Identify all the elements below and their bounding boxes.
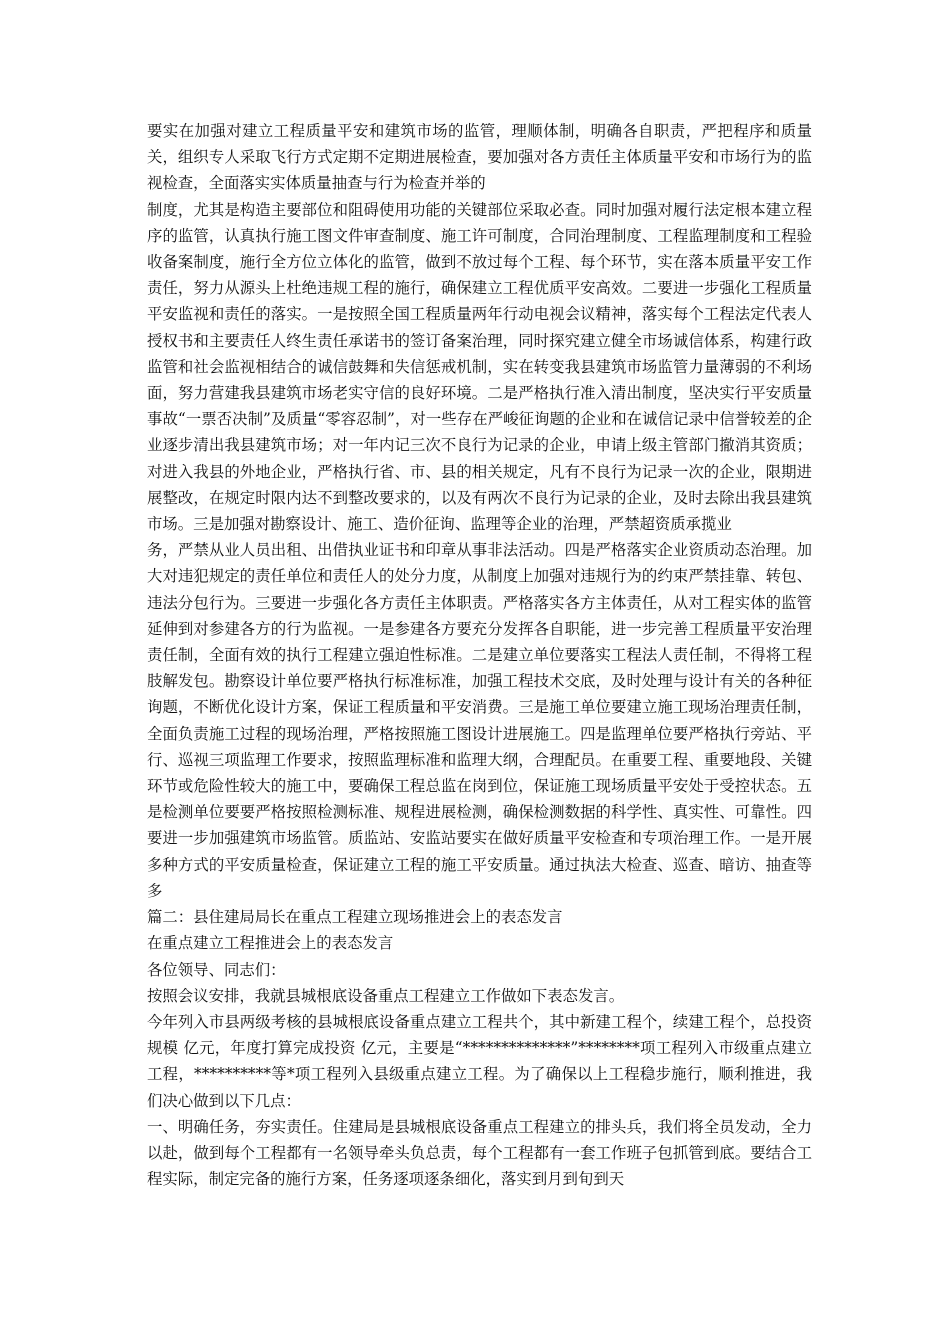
speech-title: 在重点建立工程推进会上的表态发言 bbox=[147, 934, 394, 953]
paragraph-3: 务，严禁从业人员出租、出借执业证书和印章从事非法活动。四是严格落实企业资质动态治理。加大对违犯规定的责任单位和责任人的处分力度，从制度上加强对违规行为的约束严禁挂靠、转包、违法分包行为。三要进一步强化各方责任主体职责。严格落实各方主体责任，从对工程实体的监管延伸到对参建各方的行为监视。一是参建各方要充分发挥各自职能，进一步完善工程质量平安治理责任制，全面有效的执行工程建立强迫性标准。二是建立单位要落实工程法人责任制，不得将工程肢解发包。勘察设计单位要严格执行标准标准，加强工程技术交底，及时处理与设计有关的各种征询题，不断优化设计方案，保证工程质量和平安消费。三是施工单位要建立施工现场治理责任制，全面负责施工过程的现场治理，严格按照施工图设计进展施工。四是监理单位要严格执行旁站、平行、巡视三项监理工作要求，按照监理标准和监理大纲，合理配员。在重要工程、重要地段、关键环节或危险性较大的施工中，要确保工程总监在岗到位，保证施工现场质量平安处于受控状态。五是检测单位要要严格按照检测标准、规程进展检测，确保检测数据的科学性、真实性、可靠性。四要进一步加强建筑市场监管。质监站、安监站要实在做好质量平安检查和专项治理工作。一是开展多种方式的平安质量检查，保证建立工程的施工平安质量。通过执法大检查、巡查、暗访、抽查等多 bbox=[147, 541, 812, 900]
section-heading: 篇二：县住建局局长在重点工程建立现场推进会上的表态发言 bbox=[147, 908, 563, 927]
paragraph-projects: 今年列入市县两级考核的县城根底设备重点建立工程共个，其中新建工程个，续建工程个，总投资规模 亿元，年度打算完成投资 亿元，主要是“**************”********项工程列入市级重点建立工程，**********等*项工程列入县级重点建立工程。为了确保以上工程稳步施行，顺利推进，我们决心做到以下几点： bbox=[147, 1012, 812, 1110]
document-body bbox=[147, 118, 812, 1192]
paragraph-2: 制度，尤其是构造主要部位和阻碍使用功能的关键部位采取必查。同时加强对履行法定根本建立程序的监管，认真执行施工图文件审查制度、施工许可制度，合同治理制度、工程监理制度和工程验收备案制度，施行全方位立体化的监管，做到不放过每个工程、每个环节，实在落本质量平安工作责任，努力从源头上杜绝违规工程的施行，确保建立工程优质平安高效。二要进一步强化工程质量平安监视和责任的落实。一是按照全国工程质量两年行动电视会议精神，落实每个工程法定代表人授权书和主要责任人终生责任承诺书的签订备案治理，同时探究建立健全市场诚信体系，构建行政监管和社会监视相结合的诚信鼓舞和失信惩戒机制，实在转变我县建筑市场监管力量薄弱的不利场面，努力营建我县建筑市场老实守信的良好环境。二是严格执行准入清出制度，坚决实行平安质量事故“一票否决制”及质量“零容忍制”，对一些存在严峻征询题的企业和在诚信记录中信誉较差的企业逐步清出我县建筑市场；对一年内记三次不良行为记录的企业，申请上级主管部门撤消其资质；对进入我县的外地企业，严格执行省、市、县的相关规定，凡有不良行为记录一次的企业，限期进展整改，在规定时限内达不到整改要求的，以及有两次不良行为记录的企业，及时去除出我县建筑市场。三是加强对勘察设计、施工、造价征询、监理等企业的治理，严禁超资质承揽业 bbox=[147, 200, 812, 534]
paragraph-intro: 按照会议安排，我就县城根底设备重点工程建立工作做如下表态发言。 bbox=[147, 986, 625, 1005]
paragraph-1: 要实在加强对建立工程质量平安和建筑市场的监管，理顺体制，明确各自职责，严把程序和质量关，组织专人采取飞行方式定期不定期进展检查，要加强对各方责任主体质量平安和市场行为的监视检查，全面落实实体质量抽查与行为检查并举的 bbox=[147, 122, 812, 193]
paragraph-point-1: 一、明确任务，夯实责任。住建局是县城根底设备重点工程建立的排头兵，我们将全员发动，全力以赴，做到每个工程都有一名领导牵头负总责，每个工程都有一套工作班子包抓管到底。要结合工程实际，制定完备的施行方案，任务逐项逐条细化，落实到月到旬到天 bbox=[147, 1117, 812, 1189]
salutation: 各位领导、同志们： bbox=[147, 960, 286, 979]
